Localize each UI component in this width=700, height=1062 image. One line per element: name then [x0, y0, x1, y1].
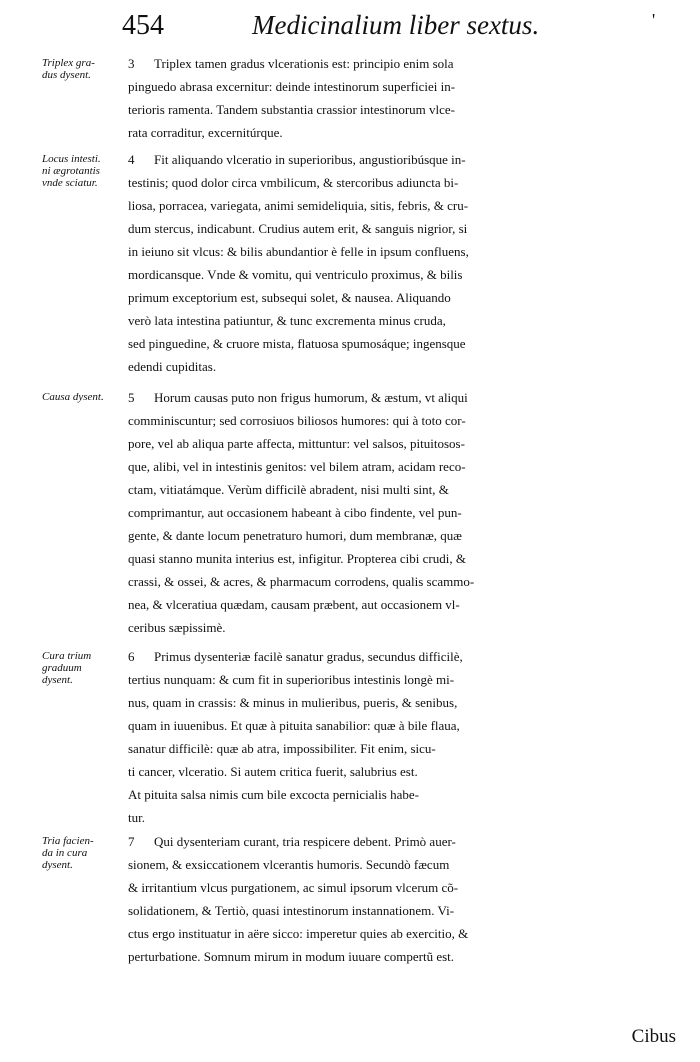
line-text: nea, & vlceratiua quædam, causam præbent, aut occasionem vl-: [128, 597, 460, 612]
margin-note: [42, 650, 132, 686]
text-line: [128, 332, 688, 355]
line-text: sanatur difficilè: quæ ab atra, impossibiliter. Fit enim, sicu-: [128, 741, 436, 756]
text-line: [128, 386, 688, 409]
line-text: sionem, & exsiccationem vlcerantis humoris. Secundò fæcum: [128, 857, 450, 872]
line-text: verò lata intestina patiuntur, & tunc excrementa minus cruda,: [128, 313, 446, 328]
line-text: testinis; quod dolor circa vmbilicum, & stercoribus adiuncta bi-: [128, 175, 459, 190]
margin-note: [42, 835, 132, 871]
line-text: ti cancer, vlceratio. Si autem critica fuerit, salubrius est.: [128, 764, 418, 779]
text-line: [128, 240, 688, 263]
line-text: ctam, vitiatámque. Verùm difficilè abradent, nisi multi sint, &: [128, 482, 449, 497]
margin-note-line: dysent.: [42, 859, 73, 871]
text-line: [128, 922, 688, 945]
text-line: [128, 194, 688, 217]
line-text: quasi stanno munita interius est, infigitur. Propterea cibi crudi, &: [128, 551, 466, 566]
paragraph-number: 5: [128, 390, 135, 405]
line-text: edendi cupiditas.: [128, 359, 217, 374]
text-line: [128, 263, 688, 286]
text-line: [128, 783, 688, 806]
text-line: [128, 171, 688, 194]
text-line: [128, 593, 688, 616]
paragraph-number: 7: [128, 834, 135, 849]
line-text: terioris ramenta. Tandem substantia crassior intestinorum vlce-: [128, 102, 456, 117]
text-line: [128, 714, 688, 737]
text-line: [128, 409, 688, 432]
text-line: [128, 217, 688, 240]
text-line: [128, 355, 688, 378]
margin-note: [42, 57, 132, 81]
paragraph-number: 4: [128, 152, 135, 167]
paragraph: [128, 830, 688, 968]
line-text: gente, & dante locum penetraturo humori, dum membranæ, quæ: [128, 528, 462, 543]
text-line: [128, 524, 688, 547]
text-line: [128, 616, 688, 639]
line-text: liosa, porracea, variegata, animi semideliquia, sitis, febris, & cru-: [128, 198, 469, 213]
text-line: [128, 121, 688, 144]
text-line: [128, 98, 688, 121]
page-header: [122, 6, 662, 46]
line-text: comminiscuntur; sed corrosiuos biliosos humores: qui à toto cor-: [128, 413, 466, 428]
text-line: [128, 737, 688, 760]
page-number: 454: [122, 10, 164, 41]
text-line: [128, 853, 688, 876]
text-line: [128, 75, 688, 98]
text-line: [128, 501, 688, 524]
line-text: Fit aliquando vlceratio in superioribus, angustioribúsque in-: [154, 152, 466, 167]
line-text: mordicansque. Vnde & vomitu, qui ventriculo proximus, & bilis: [128, 267, 463, 282]
line-text: Qui dysenteriam curant, tria respicere debent. Primò auer-: [154, 834, 456, 849]
text-line: [128, 876, 688, 899]
margin-note-line: Tria facien-: [42, 835, 94, 847]
text-line: [128, 899, 688, 922]
text-line: [128, 478, 688, 501]
line-text: Primus dysenteriæ facilè sanatur gradus, secundus difficilè,: [154, 649, 463, 664]
paragraph-number: 6: [128, 649, 135, 664]
line-text: rata corraditur, excernitúrque.: [128, 125, 283, 140]
running-title: Medicinalium liber sextus.: [252, 10, 540, 40]
text-line: [128, 570, 688, 593]
text-line: [128, 645, 688, 668]
margin-note-line: da in cura: [42, 847, 88, 859]
line-text: Horum causas puto non frigus humorum, & æstum, vt aliqui: [154, 390, 468, 405]
margin-note-line: ni ægrotantis: [42, 165, 100, 177]
paragraph-number: 3: [128, 56, 135, 71]
text-line: [128, 309, 688, 332]
line-text: nus, quam in crassis: & minus in mulieribus, pueris, & senibus,: [128, 695, 458, 710]
line-text: pinguedo abrasa excernitur: deinde intestinorum superficiei in-: [128, 79, 456, 94]
line-text: pore, vel ab aliqua parte affecta, mittuntur: vel salsos, pituitosos-: [128, 436, 465, 451]
margin-note-line: graduum: [42, 662, 82, 674]
line-text: Triplex tamen gradus vlcerationis est: principio enim sola: [154, 56, 454, 71]
margin-note-line: Causa dysent.: [42, 391, 104, 403]
line-text: sed pinguedine, & cruore mista, flatuosa spumosáque; ingensque: [128, 336, 466, 351]
line-text: que, alibi, vel in intestinis genitos: vel bilem atram, acidam reco-: [128, 459, 466, 474]
margin-note-line: Triplex gra-: [42, 57, 95, 69]
margin-note: [42, 391, 132, 403]
margin-note-line: vnde sciatur.: [42, 177, 98, 189]
catchword: Cibus: [631, 1026, 676, 1047]
line-text: ceribus sæpissimè.: [128, 620, 226, 635]
paragraph: [128, 645, 688, 829]
line-text: At pituita salsa nimis cum bile excocta pernicialis habe-: [128, 787, 419, 802]
margin-note-line: Locus intesti.: [42, 153, 101, 165]
line-text: primum exceptorium est, subsequi solet, & nausea. Aliquando: [128, 290, 451, 305]
text-line: [128, 286, 688, 309]
text-line: [128, 455, 688, 478]
text-line: [128, 945, 688, 968]
line-text: dum stercus, indicabunt. Crudius autem erit, & sanguis nigrior, si: [128, 221, 468, 236]
text-line: [128, 668, 688, 691]
line-text: crassi, & ossei, & acres, & pharmacum corrodens, qualis scammo-: [128, 574, 475, 589]
line-text: solidationem, & Tertiò, quasi intestinorum instannationem. Vi-: [128, 903, 455, 918]
text-line: [128, 547, 688, 570]
text-line: [128, 806, 688, 829]
paragraph: [128, 148, 688, 378]
text-line: [128, 52, 688, 75]
text-line: [128, 691, 688, 714]
line-text: perturbatione. Somnum mirum in modum iuuare compertũ est.: [128, 949, 455, 964]
margin-note-line: dysent.: [42, 674, 73, 686]
margin-note-line: Cura trium: [42, 650, 92, 662]
line-text: comprimantur, aut occasionem habeant à cibo findente, vel pun-: [128, 505, 462, 520]
paragraph: [128, 386, 688, 639]
line-text: tertius nunquam: & cum fit in superioribus intestinis longè mi-: [128, 672, 455, 687]
text-line: [128, 432, 688, 455]
text-line: [128, 830, 688, 853]
line-text: tur.: [128, 810, 145, 825]
corner-mark: ': [652, 10, 656, 30]
paragraph: [128, 52, 688, 144]
line-text: & irritantium vlcus purgationem, ac simul ipsorum vlcerum cõ-: [128, 880, 459, 895]
line-text: quam in iuuenibus. Et quæ à pituita sanabilior: quæ à bile flaua,: [128, 718, 460, 733]
line-text: ctus ergo instituatur in aëre sicco: imperetur quies ab exercitio, &: [128, 926, 469, 941]
margin-note-line: dus dysent.: [42, 69, 91, 81]
margin-note: [42, 153, 132, 189]
line-text: in ieiuno sit vlcus: & bilis abundantior è felle in ipsum confluens,: [128, 244, 469, 259]
text-line: [128, 148, 688, 171]
text-line: [128, 760, 688, 783]
